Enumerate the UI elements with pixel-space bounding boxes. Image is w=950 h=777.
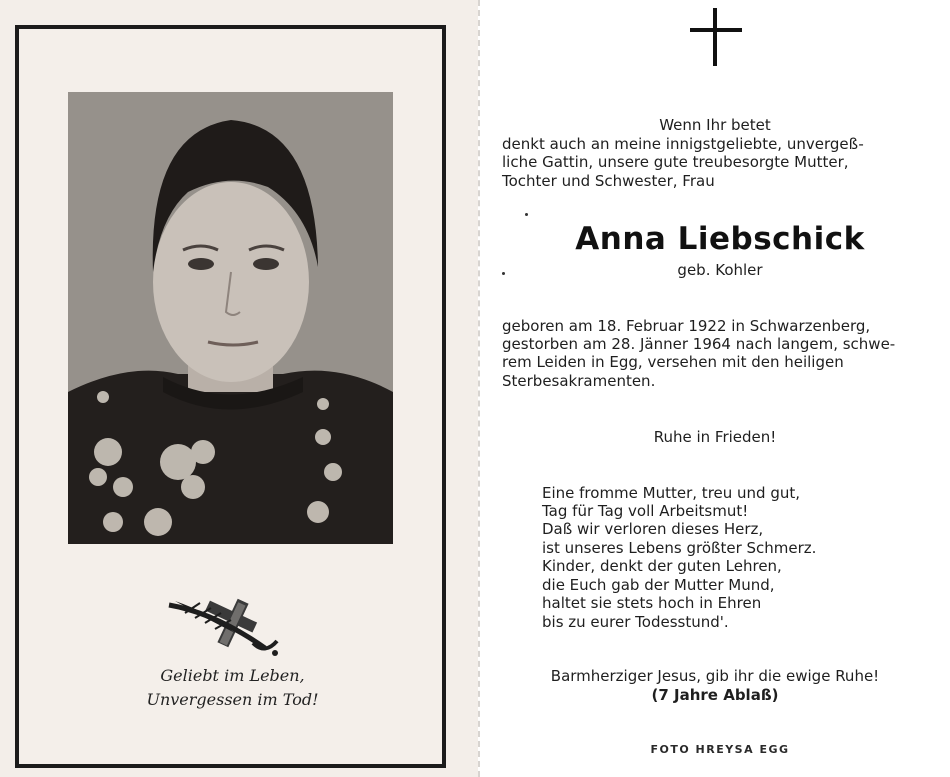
print-speck (525, 213, 528, 216)
memorial-card-text-side (478, 0, 950, 777)
photographer-credit: FOTO HREYSA EGG (650, 743, 790, 756)
poem-line-5: Kinder, denkt der guten Lehren, (542, 557, 782, 575)
print-speck (502, 272, 505, 275)
intro-line-4: Tochter und Schwester, Frau (502, 172, 715, 190)
rest-in-peace: Ruhe in Frieden! (653, 428, 777, 446)
poem-line-6: die Euch gab der Mutter Mund, (542, 576, 775, 594)
bio-line-2: gestorben am 28. Jänner 1964 nach langem, schwe- (502, 335, 896, 353)
poem-line-3: Daß wir verloren dieses Herz, (542, 520, 764, 538)
intro-line-2: denkt auch an meine innigstgeliebte, unvergeß- (502, 135, 864, 153)
intro-line-1: Wenn Ihr betet (659, 116, 771, 134)
poem-line-8: bis zu eurer Todesstund'. (542, 613, 729, 631)
indulgence-note: (7 Jahre Ablaß) (651, 686, 779, 704)
bio-line-1: geboren am 18. Februar 1922 in Schwarzenberg, (502, 317, 871, 335)
memorial-motto (60, 664, 405, 712)
prayer-line: Barmherziger Jesus, gib ihr die ewige Ruhe! (550, 667, 880, 685)
maiden-name: geb. Kohler (677, 261, 763, 279)
bio-line-3: rem Leiden in Egg, versehen mit den heiligen (502, 353, 844, 371)
motto-line-1: Geliebt im Leben, (160, 666, 305, 685)
motto-line-2: Unvergessen im Tod! (146, 690, 319, 709)
anchor-cross-emblem (165, 593, 280, 663)
deceased-name: Anna Liebschick (575, 221, 865, 257)
portrait-photo (68, 92, 393, 544)
poem-line-2: Tag für Tag voll Arbeitsmut! (542, 502, 749, 520)
bio-line-4: Sterbesakramenten. (502, 372, 656, 390)
poem-line-4: ist unseres Lebens größter Schmerz. (542, 539, 817, 557)
intro-line-3: liche Gattin, unsere gute treubesorgte Mutter, (502, 153, 849, 171)
poem-line-7: haltet sie stets hoch in Ehren (542, 594, 762, 612)
cross-icon (688, 6, 744, 68)
poem-line-1: Eine fromme Mutter, treu und gut, (542, 484, 801, 502)
